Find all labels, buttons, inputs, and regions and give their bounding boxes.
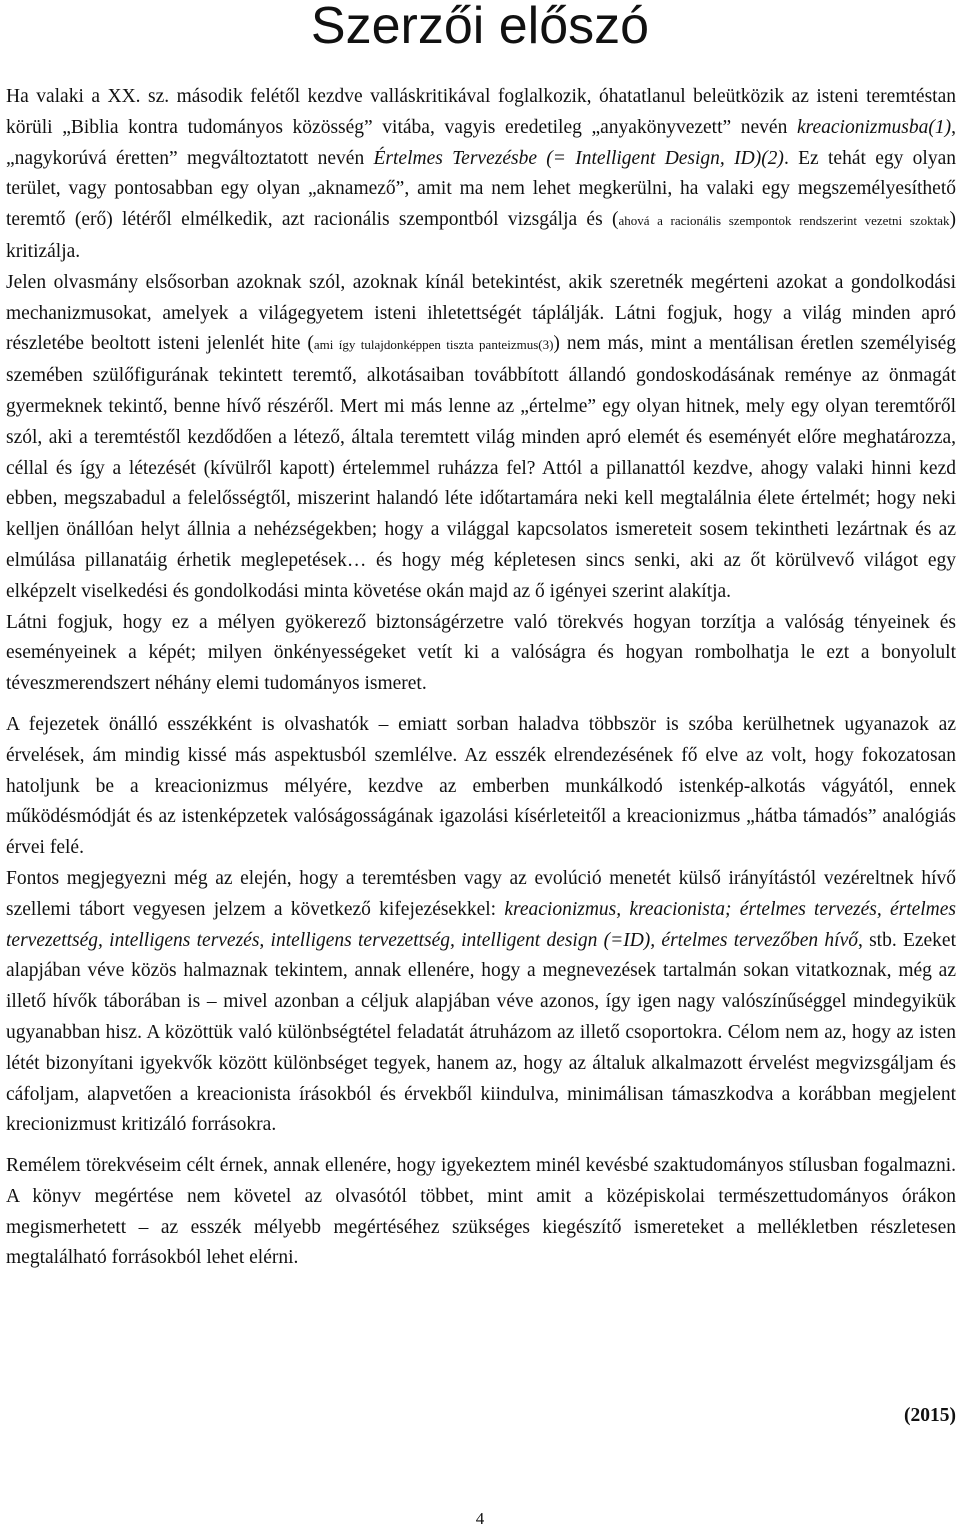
italic-term-list: kreacionizmus, kreacionista; értelmes tervezés, értelmes tervezettség, intelligens tervezés, intelligens tervezettség, intelligent design (=ID), értelmes tervezőben hívő (6, 898, 957, 951)
text-run: , stb. Ezeket alapjában véve közös halmaznak tekintem, annak ellenére, hogy a megnevezések tartalmán sokan vitatkoznak, még az illető hívők táborában is – mivel azonban a céljuk alapjában véve azonos, így igen nagy valószínűséggel mindegyikük ugyanabban hisz. A közöttük való különbségtétel feladatát átruházom az illető csoportokra. Célom nem az, hogy az isten létét bizonyítani igyekvők között különbséget tegyek, hanem az, hogy az általuk alkalmazott érvelést megvizsgáljam és cáfoljam, alapvetően a kreacionista írásokból és érvekből kiindulva, minimálisan támaszkodva a korábban megjelent krecionizmust kritizáló forrásokra. (6, 929, 956, 1136)
page-title: Szerzői előszó (310, 0, 650, 55)
page-number: 4 (475, 1509, 485, 1528)
italic-term: kreacionizmusba(1) (796, 116, 952, 138)
paragraph-1 (6, 82, 956, 268)
text-run: , „nagykorúvá éretten” megváltoztatott nevén (6, 116, 956, 169)
small-aside: ami így tulajdonképpen tiszta panteizmus(3) (313, 337, 554, 353)
text-run: Ha valaki a XX. sz. második felétől kezdve valláskritikával foglalkozik, óhatatlanul beleütközik az isteni teremtéstan körüli „Biblia kontra tudományos közösség” vitába, vagyis eredetileg „anyakönyvezett” nevén (6, 86, 956, 138)
paragraph-5 (6, 864, 956, 1141)
paragraph-2 (6, 268, 956, 608)
text-run: ) nem más, mint a mentálisan éretlen személyiség szemében szülőfigurának tekintett teremtő, alkotásaiban továbbított állandó gondoskodásának reménye az önmagát gyermeknek tekintő, benne hívő részéről. Mert mi más lenne az „értelme” egy olyan hitnek, mely egy olyan teremtőről szól, aki a teremtéstől kezdődően a létező, általa teremtett világ minden apró elemét és eseményét előre meghatározza, céllal és így a létezését (kívülről kapott) értelemmel ruházza fel? Attól a pillanattól kezdve, ahogy valaki hinni kezd ebben, megszabadul a felelősségtől, miszerint halandó léte időtartamára neki kell megtalálnia élete értelmét; hogy neki kelljen önállóan helyt állnia a nehézségekben; hogy a világgal kapcsolatos ismereteit sosem tekintheti lezártnak és az elmúlása pillanatáig érhetik meglepetések… és hogy még képletesen sincs senki, aki az őt körülvevő világot egy elképzelt viselkedési és gondolkodási minta követése okán majd az ő igényei szerint alakítja. (6, 333, 956, 602)
paragraph-4: A fejezetek önálló esszékként is olvashatók – emiatt sorban haladva többször is szóba kerülhetnek ugyanazok az érvelések, ám mindig kissé más aspektusból szemlélve. Az esszék elrendezésének fő elve az volt, hogy fokozatosan hatoljunk be a kreacionizmus mélyére, kezdve az emberben munkálkodó istenkép-alkotás vágyától, ennek működésmódját és az istenképzetek valóságosságának igazolási kísérleteitől a kreacionizmus „hátba támadós” analógiás érvei felé. (6, 713, 956, 859)
paragraph-6: Remélem törekvéseim célt érnek, annak ellenére, hogy igyekeztem minél kevésbé szaktudományos stílusban fogalmazni. A könyv megértése nem követel az olvasótól többet, mint amit a középiskolai természettudományos órákon megismerhetett – az esszék mélyebb megértéséhez szükséges kiegészítő ismereteket a mellékletben részletesen megtalálható forrásokból lehet elérni. (6, 1155, 956, 1269)
text-run: Fontos megjegyezni még az elején, hogy a teremtésben vagy az evolúció menetét külső irányítástól vezéreltnek hívő szellemi tábort vegyesen jelzem a következő kifejezésekkel: (6, 867, 956, 920)
italic-term: Értelmes Tervezésbe (= Intelligent Design, ID)(2) (373, 147, 784, 169)
body-text (6, 82, 956, 1274)
small-aside: ahová a racionális szempontok rendszerint vezetni szoktak (618, 213, 950, 229)
year-signature: (2015) (904, 1405, 956, 1426)
text-run: ) kritizálja. (6, 209, 956, 262)
text-run: . Ez tehát egy olyan terület, vagy pontosabban egy olyan „aknamező”, amit ma nem lehet megkerülni, ha valaki egy megszemélyesíthető teremtő (erő) létéről elmélkedik, azt racionális szempontból vizsgálja és ( (6, 147, 956, 231)
paragraph-3: Látni fogjuk, hogy ez a mélyen gyökerező biztonságérzetre való törekvés hogyan torzítja a valóság tényeinek és eseményeinek a képét; milyen önkényességeket vetít ki a valóságra és hogyan rombolhatja le ezt a bonyolult téveszmerendszert néhány elemi tudományos ismeret. (6, 611, 956, 695)
text-run: Jelen olvasmány elsősorban azoknak szól, azoknak kínál betekintést, akik szeretnék megérteni azokat a gondolkodási mechanizmusokat, amelyek a világegyetem isteni ihletettségét táplálják. Látni fogjuk, hogy a világ minden apró részletébe beoltott isteni jelenlét hite ( (6, 271, 956, 355)
